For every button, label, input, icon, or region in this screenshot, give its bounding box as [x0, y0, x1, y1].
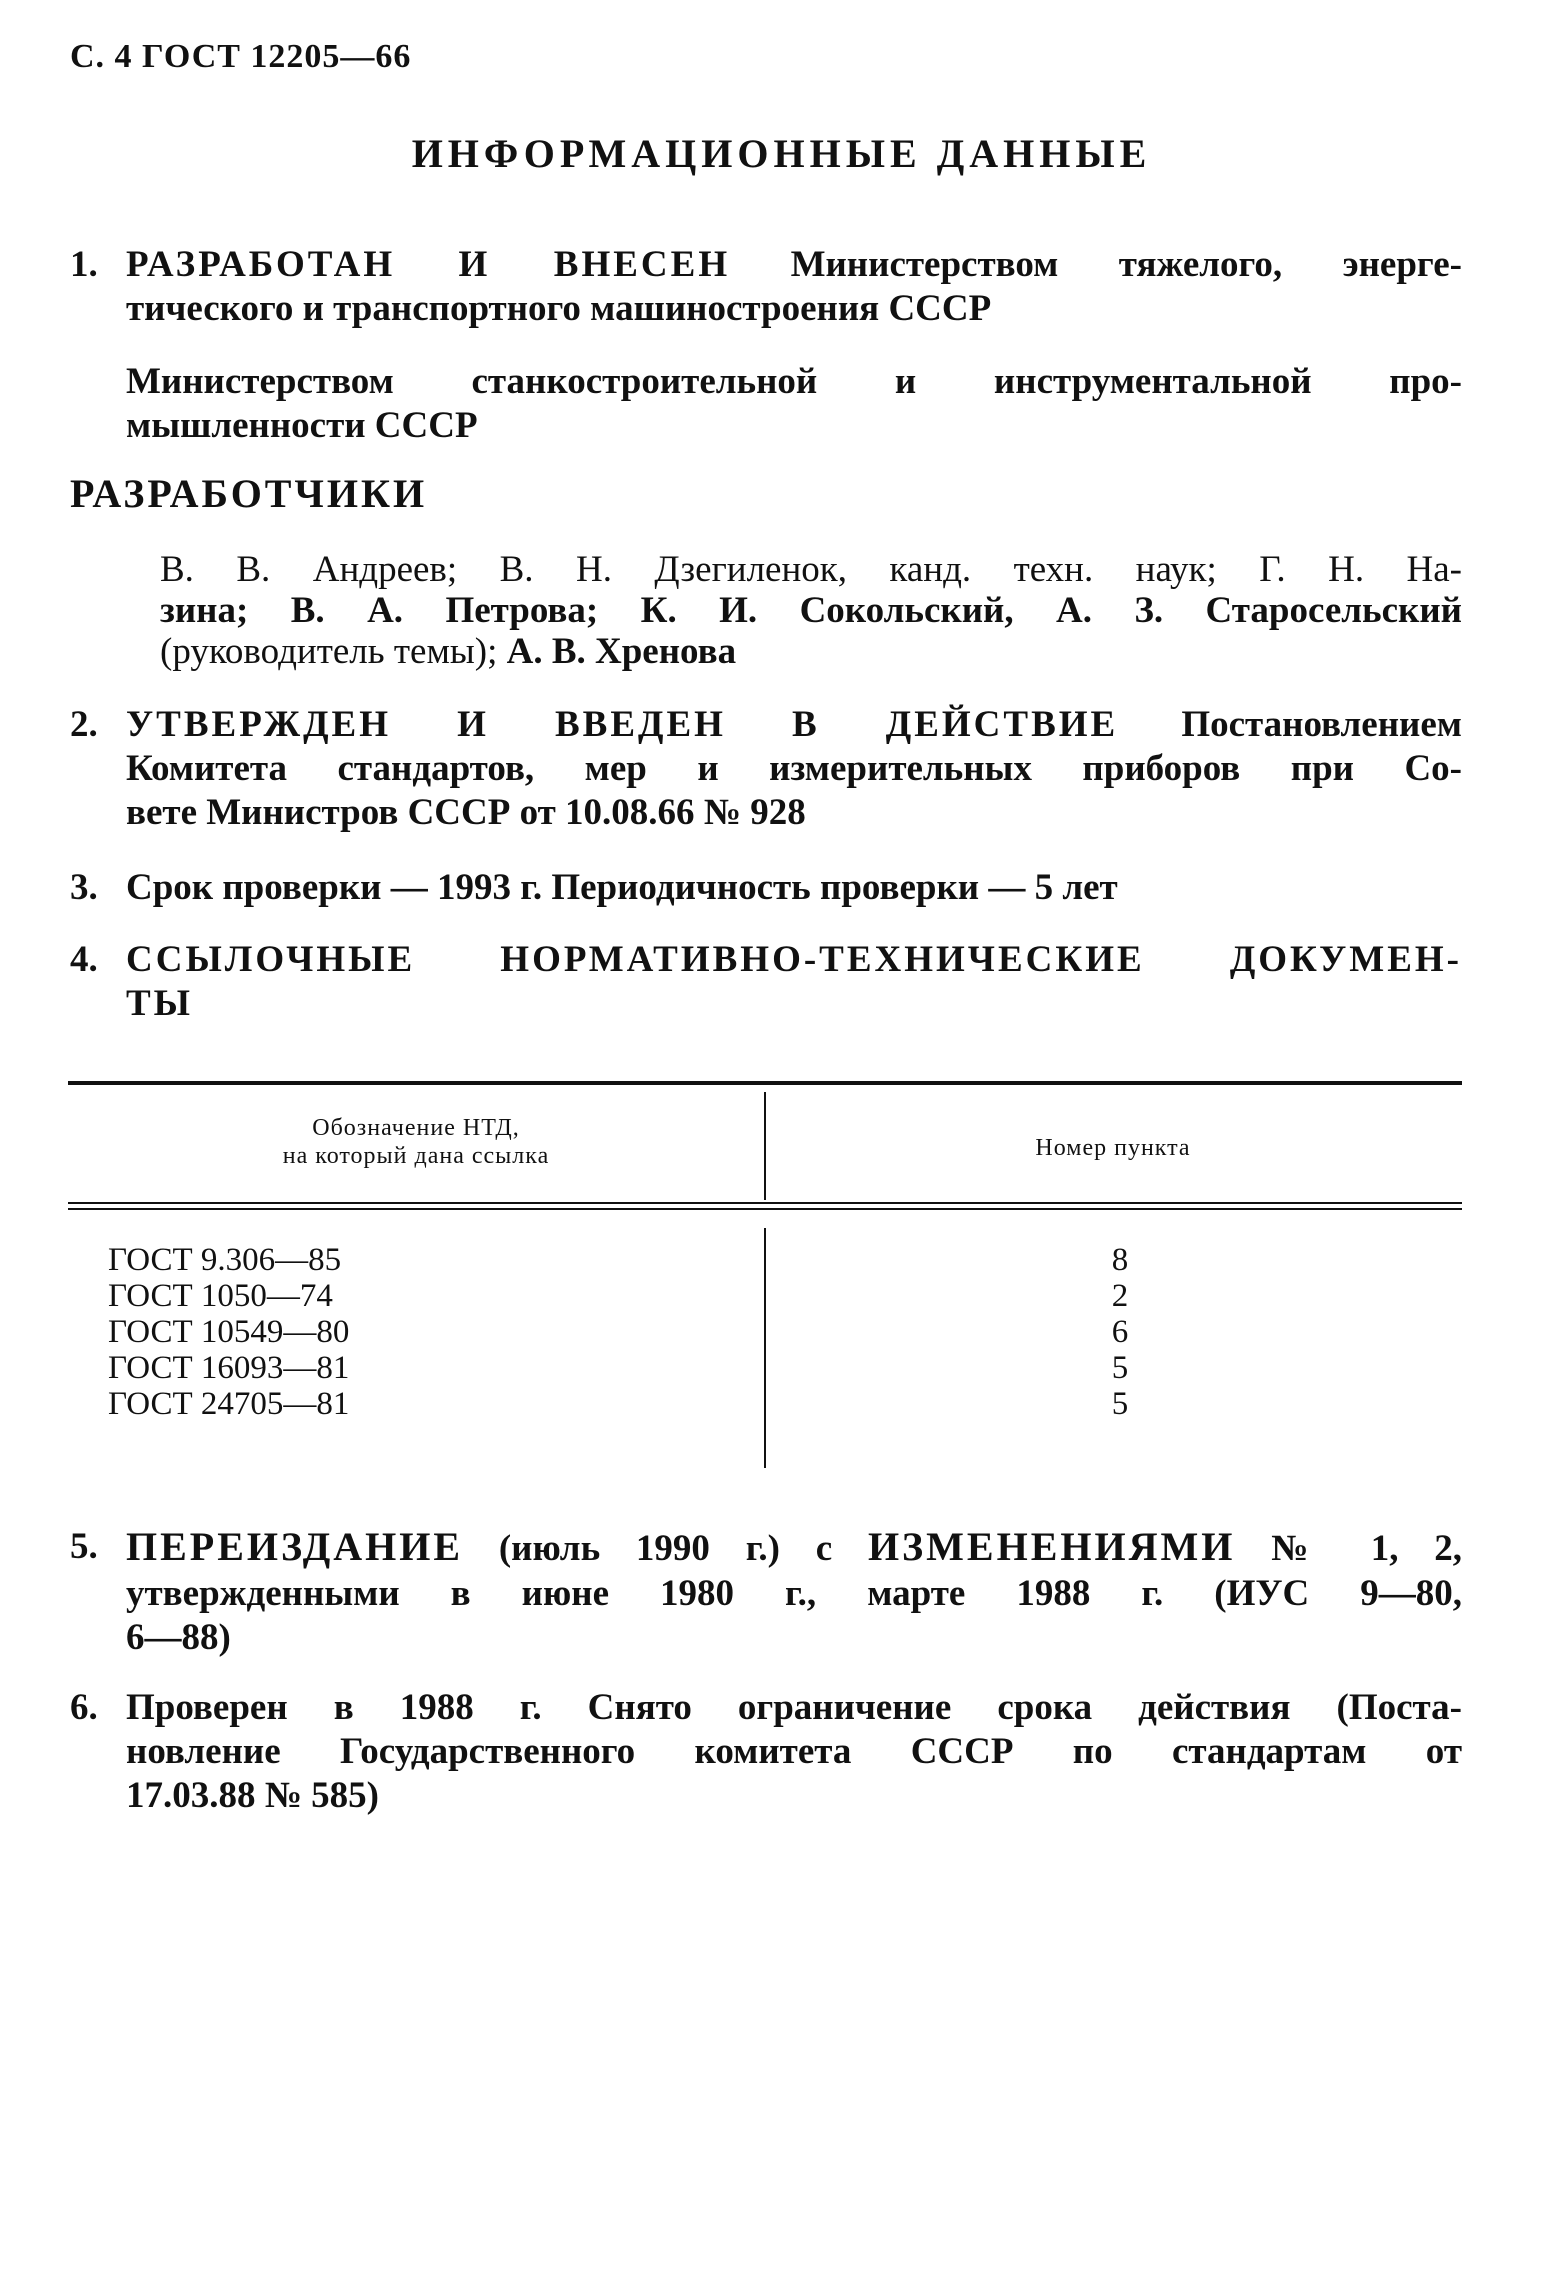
table-col-doc-header [70, 1114, 762, 1170]
item-5-line-1-mid: (июль 1990 г.) с [498, 1528, 833, 1569]
table-body-divider [764, 1228, 766, 1468]
developers-line-1 [160, 550, 1462, 590]
item-3-number: 3. [70, 867, 98, 908]
item-5-line-1-end: № 1, 2, [1271, 1528, 1462, 1569]
table-header-rule-1 [68, 1202, 1462, 1204]
item-5-line-3: 6—88) [126, 1617, 231, 1658]
developers-line-1-text: В. В. Андреев; В. Н. Дзегиленок, канд. техн. наук; Г. Н. На- [160, 549, 1462, 590]
item-1-number: 1. [70, 244, 98, 285]
table-row-doc: ГОСТ 16093—81 [108, 1350, 350, 1386]
item-5-caps: ИЗМЕНЕНИЯМИ [867, 1524, 1236, 1569]
item-5-line-1 [126, 1524, 1462, 1569]
item-4-line-2: ТЫ [126, 983, 194, 1024]
table-doc-column [108, 1242, 349, 1422]
running-head: С. 4 ГОСТ 12205—66 [70, 38, 412, 75]
item-5-line-2: утвержденными в июне 1980 г., марте 1988 г. (ИУС 9—80, [126, 1573, 1462, 1614]
item-3-text: Срок проверки — 1993 г. Периодичность проверки — 5 лет [126, 867, 1118, 908]
developers-line-2 [160, 591, 1462, 631]
item-2-line-2: Комитета стандартов, мер и измерительных приборов при Со- [126, 748, 1462, 789]
item-1-line-2: тического и транспортного машиностроения СССР [126, 288, 992, 329]
item-6-line-3: 17.03.88 № 585) [126, 1775, 380, 1816]
item-1-line-1 [126, 245, 1462, 285]
item-2-number: 2. [70, 704, 98, 745]
table-row-item: 5 [1111, 1386, 1129, 1422]
table-row-item: 6 [1111, 1314, 1129, 1350]
item-4-number: 4. [70, 939, 98, 980]
item-6-line-1: Проверен в 1988 г. Снято ограничение срока действия (Поста- [126, 1687, 1462, 1728]
item-6-line-2: новление Государственного комитета СССР по стандартам от [126, 1731, 1462, 1772]
item-6-number: 6. [70, 1687, 98, 1728]
table-top-rule [68, 1081, 1462, 1085]
developers-line-3-normal: (руководитель темы); [160, 631, 498, 672]
table-col-doc-header-line-2: на который дана ссылка [282, 1143, 550, 1169]
developers-line-3 [160, 632, 736, 672]
item-4-line-1: ССЫЛОЧНЫЕ НОРМАТИВНО-ТЕХНИЧЕСКИЕ ДОКУМЕН- [126, 939, 1462, 980]
item-5-lead: ПЕРЕИЗДАНИЕ [126, 1524, 464, 1569]
page-title: ИНФОРМАЦИОННЫЕ ДАННЫЕ [411, 131, 1152, 176]
item-1-line-4: мышленности СССР [126, 405, 478, 446]
table-row-item: 8 [1111, 1242, 1129, 1278]
item-1-lead: РАЗРАБОТАН И ВНЕСЕН [126, 244, 731, 285]
item-1-line-3: Министерством станкостроительной и инструментальной про- [126, 361, 1462, 402]
item-2-lead: УТВЕРЖДЕН И ВВЕДЕН В ДЕЙСТВИЕ [126, 704, 1119, 745]
item-2-line-1-rest: Постановлением [1181, 704, 1462, 745]
table-header-rule-2 [68, 1208, 1462, 1210]
developers-heading: РАЗРАБОТЧИКИ [70, 471, 428, 516]
developers-line-2-text: зина; В. А. Петрова; К. И. Сокольский, А. З. Старосельский [160, 590, 1462, 631]
item-2-line-3: вете Министров СССР от 10.08.66 № 928 [126, 792, 806, 833]
table-col-item-header: Номер пункта [1035, 1135, 1191, 1161]
table-row-doc: ГОСТ 9.306—85 [108, 1242, 342, 1278]
table-row-doc: ГОСТ 1050—74 [108, 1278, 333, 1314]
table-row-item: 2 [1111, 1278, 1129, 1314]
table-row-item: 5 [1111, 1350, 1129, 1386]
table-col-doc-header-line-1: Обозначение НТД, [312, 1115, 520, 1141]
table-row-doc: ГОСТ 24705—81 [108, 1386, 350, 1422]
item-5-number: 5. [70, 1526, 98, 1567]
developers-line-3-bold: А. В. Хренова [506, 631, 737, 672]
item-1-line-1-rest: Министерством тяжелого, энерге- [790, 244, 1462, 285]
table-row-doc: ГОСТ 10549—80 [108, 1314, 350, 1350]
item-2-line-1 [126, 705, 1462, 745]
table-item-column [1080, 1242, 1160, 1422]
